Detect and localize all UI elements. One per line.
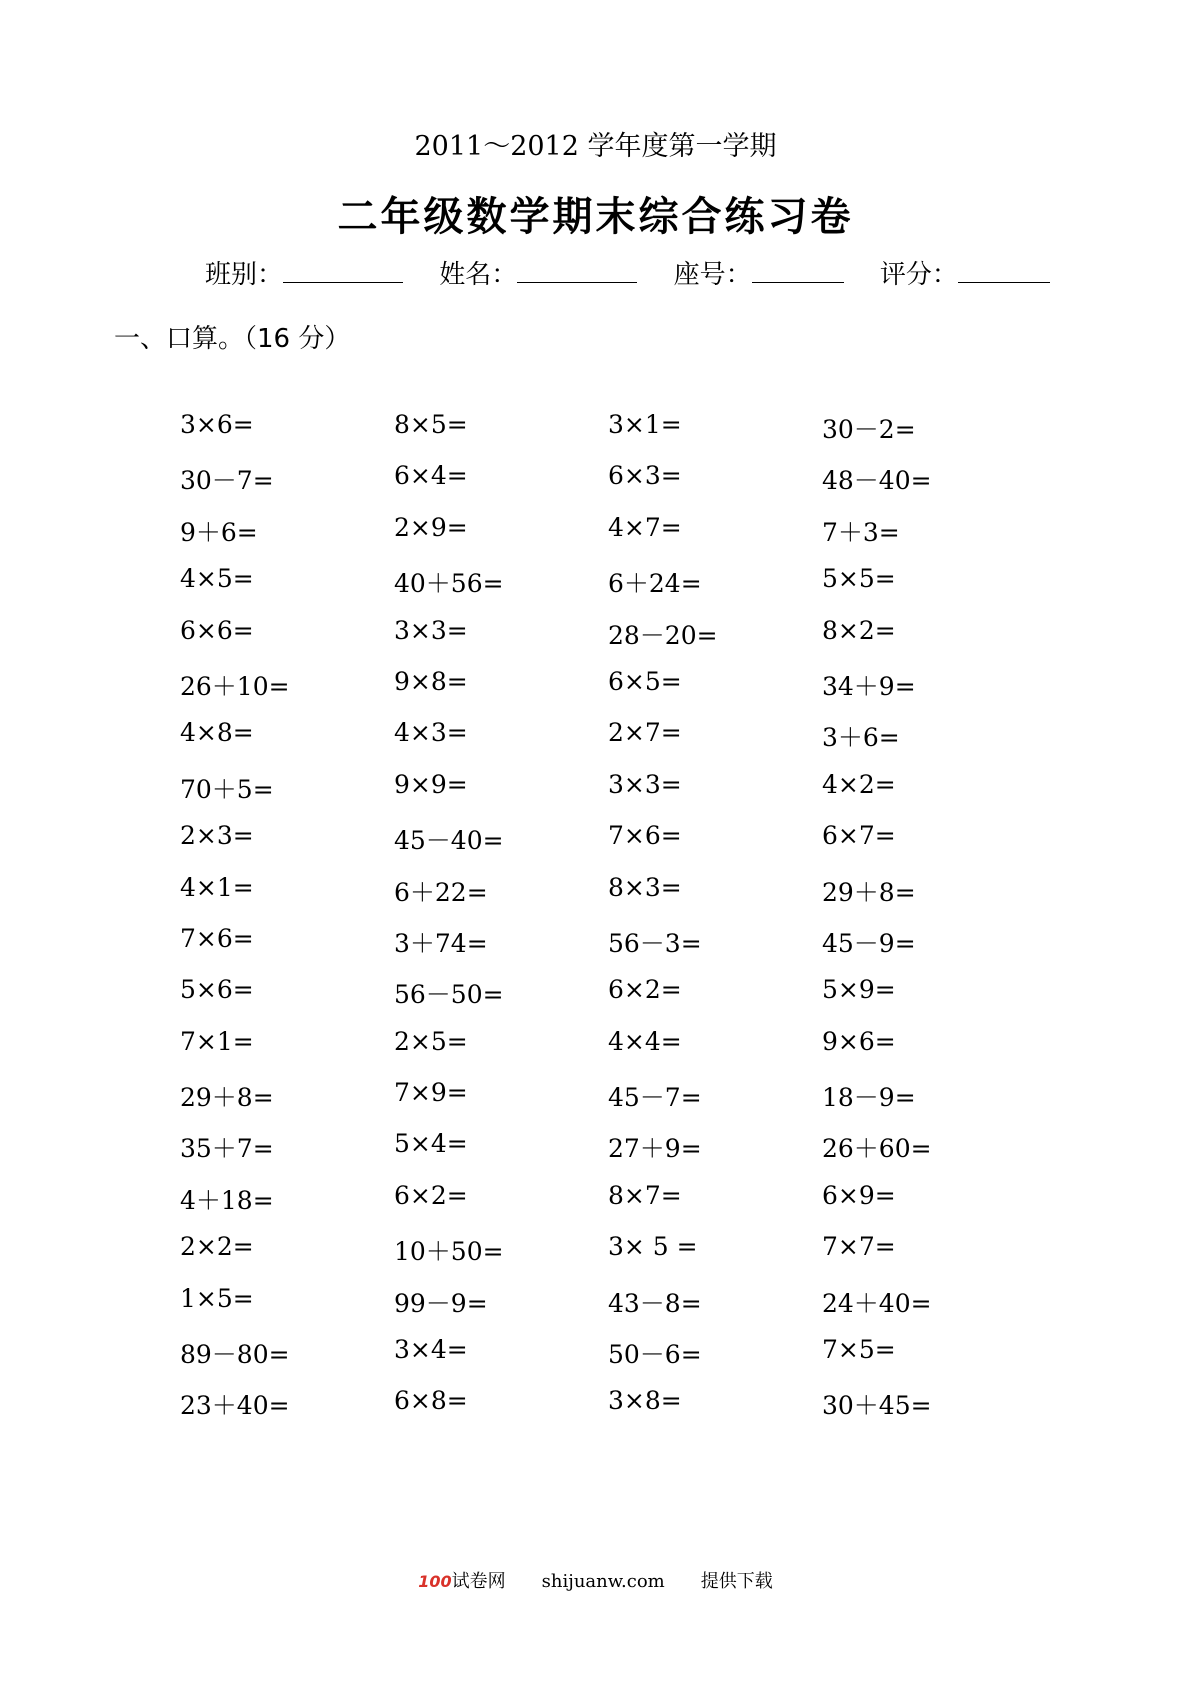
arithmetic-problem: 9×9= — [394, 769, 468, 799]
arithmetic-problem: 6×3= — [608, 461, 682, 491]
exam-title: 二年级数学期末综合练习卷 — [337, 194, 854, 240]
class-label: 班别： — [205, 260, 284, 290]
arithmetic-problem: 5×9= — [822, 975, 896, 1005]
arithmetic-problem: 3×3= — [394, 615, 468, 645]
arithmetic-problem: 7×1= — [180, 1026, 254, 1056]
arithmetic-problem: 23＋40= — [180, 1391, 290, 1421]
arithmetic-problem: 5×5= — [822, 564, 896, 594]
site-logo: 100 — [418, 1572, 452, 1591]
arithmetic-problem: 3×4= — [394, 1335, 468, 1365]
problem-row — [180, 1078, 1040, 1129]
arithmetic-problem: 18－9= — [822, 1083, 916, 1113]
problem-row — [180, 1232, 1040, 1283]
arithmetic-problem: 4×2= — [822, 769, 896, 799]
arithmetic-problem: 7＋3= — [822, 517, 900, 547]
seat-label: 座号： — [673, 260, 752, 290]
arithmetic-problem: 2×9= — [394, 512, 468, 542]
problem-row — [180, 461, 1040, 512]
problem-row — [180, 1027, 1040, 1078]
arithmetic-problem: 6×8= — [394, 1386, 468, 1416]
score-field — [880, 254, 1050, 291]
arithmetic-problem: 2×2= — [180, 1232, 254, 1262]
arithmetic-problem: 7×6= — [180, 923, 254, 953]
arithmetic-problem: 29＋8= — [822, 877, 916, 907]
arithmetic-problem: 43－8= — [608, 1288, 702, 1318]
arithmetic-problem: 34＋9= — [822, 671, 916, 701]
problem-row — [180, 1284, 1040, 1335]
problem-row — [180, 718, 1040, 769]
arithmetic-problem: 56－50= — [394, 980, 504, 1010]
arithmetic-problem: 7×7= — [822, 1232, 896, 1262]
problem-row — [180, 770, 1040, 821]
problem-row — [180, 513, 1040, 564]
arithmetic-problem: 26＋60= — [822, 1134, 932, 1164]
arithmetic-problem: 2×5= — [394, 1026, 468, 1056]
class-field — [205, 254, 403, 291]
arithmetic-problem: 1×5= — [180, 1283, 254, 1313]
problem-row — [180, 564, 1040, 615]
arithmetic-problem: 89－80= — [180, 1340, 290, 1370]
download-note: 提供下载 — [700, 1571, 773, 1592]
arithmetic-problem: 4×4= — [608, 1026, 682, 1056]
arithmetic-problem: 35＋7= — [180, 1134, 274, 1164]
problem-row — [180, 821, 1040, 872]
arithmetic-problem: 3×8= — [608, 1386, 682, 1416]
arithmetic-problem: 24＋40= — [822, 1288, 932, 1318]
footer — [0, 1567, 1191, 1593]
arithmetic-problem: 6×6= — [180, 615, 254, 645]
score-blank[interactable] — [958, 260, 1050, 283]
arithmetic-problem: 6＋22= — [394, 877, 488, 907]
arithmetic-problem: 4×5= — [180, 564, 254, 594]
problem-row — [180, 1181, 1040, 1232]
arithmetic-problem: 26＋10= — [180, 671, 290, 701]
name-field — [439, 254, 637, 291]
arithmetic-problem: 3×1= — [608, 410, 682, 439]
arithmetic-problem: 70＋5= — [180, 774, 274, 804]
arithmetic-problem: 4＋18= — [180, 1185, 274, 1215]
arithmetic-problem: 5×4= — [394, 1129, 468, 1159]
problem-row — [180, 410, 1040, 461]
name-label: 姓名： — [439, 260, 518, 290]
arithmetic-problem: 6×9= — [822, 1180, 896, 1210]
arithmetic-problem: 48－40= — [822, 466, 932, 496]
arithmetic-problem: 5×6= — [180, 975, 254, 1005]
problem-row — [180, 924, 1040, 975]
problem-row — [180, 1335, 1040, 1386]
arithmetic-problem: 8×7= — [608, 1180, 682, 1210]
arithmetic-problem: 9×6= — [822, 1026, 896, 1056]
problem-row — [180, 1129, 1040, 1180]
student-info-row — [205, 254, 1050, 291]
arithmetic-problem: 4×7= — [608, 512, 682, 542]
arithmetic-problem: 6＋24= — [608, 569, 702, 599]
arithmetic-problem: 45－40= — [394, 826, 504, 856]
arithmetic-problem: 6×5= — [608, 666, 682, 696]
arithmetic-problem: 4×1= — [180, 872, 254, 902]
problem-row — [180, 667, 1040, 718]
arithmetic-problem: 3＋74= — [394, 928, 488, 958]
arithmetic-problem: 30－2= — [822, 415, 916, 444]
arithmetic-problem: 9×8= — [394, 666, 468, 696]
arithmetic-problem: 6×7= — [822, 821, 896, 851]
site-url[interactable]: shijuanw.com — [541, 1571, 665, 1592]
arithmetic-problem: 6×2= — [394, 1180, 468, 1210]
arithmetic-problem: 3×3= — [608, 769, 682, 799]
arithmetic-problem: 10＋50= — [394, 1237, 504, 1267]
arithmetic-problem: 2×3= — [180, 821, 254, 851]
seat-field — [674, 254, 844, 291]
exam-subtitle: 2011～2012 学年度第一学期 — [414, 131, 777, 162]
arithmetic-problem: 29＋8= — [180, 1083, 274, 1113]
arithmetic-problem: 9＋6= — [180, 517, 258, 547]
site-name: 试卷网 — [451, 1571, 506, 1592]
arithmetic-problem: 6×4= — [394, 461, 468, 491]
problem-row — [180, 1386, 1040, 1437]
arithmetic-problem: 3× 5 = — [608, 1232, 698, 1262]
arithmetic-problem: 50－6= — [608, 1340, 702, 1370]
problem-grid — [180, 410, 1040, 1438]
name-blank[interactable] — [517, 260, 637, 283]
problem-row — [180, 873, 1040, 924]
score-label: 评分： — [879, 260, 958, 290]
arithmetic-problem: 7×6= — [608, 821, 682, 851]
arithmetic-problem: 40＋56= — [394, 569, 504, 599]
arithmetic-problem: 4×8= — [180, 718, 254, 748]
arithmetic-problem: 27＋9= — [608, 1134, 702, 1164]
arithmetic-problem: 8×2= — [822, 615, 896, 645]
arithmetic-problem: 45－7= — [608, 1083, 702, 1113]
arithmetic-problem: 8×3= — [608, 872, 682, 902]
arithmetic-problem: 3＋6= — [822, 723, 900, 753]
arithmetic-problem: 7×9= — [394, 1078, 468, 1108]
class-blank[interactable] — [283, 260, 403, 283]
arithmetic-problem: 3×6= — [180, 410, 254, 439]
section-heading-mental-math: 一、口算。（16 分） — [114, 324, 351, 354]
arithmetic-problem: 2×7= — [608, 718, 682, 748]
arithmetic-problem: 4×3= — [394, 718, 468, 748]
arithmetic-problem: 30＋45= — [822, 1391, 932, 1421]
arithmetic-problem: 30－7= — [180, 466, 274, 496]
arithmetic-problem: 99－9= — [394, 1288, 488, 1318]
problem-row — [180, 975, 1040, 1026]
arithmetic-problem: 7×5= — [822, 1335, 896, 1365]
arithmetic-problem: 45－9= — [822, 928, 916, 958]
arithmetic-problem: 8×5= — [394, 410, 468, 439]
problem-row — [180, 616, 1040, 667]
arithmetic-problem: 56－3= — [608, 928, 702, 958]
arithmetic-problem: 28－20= — [608, 620, 718, 650]
seat-blank[interactable] — [752, 260, 844, 283]
arithmetic-problem: 6×2= — [608, 975, 682, 1005]
